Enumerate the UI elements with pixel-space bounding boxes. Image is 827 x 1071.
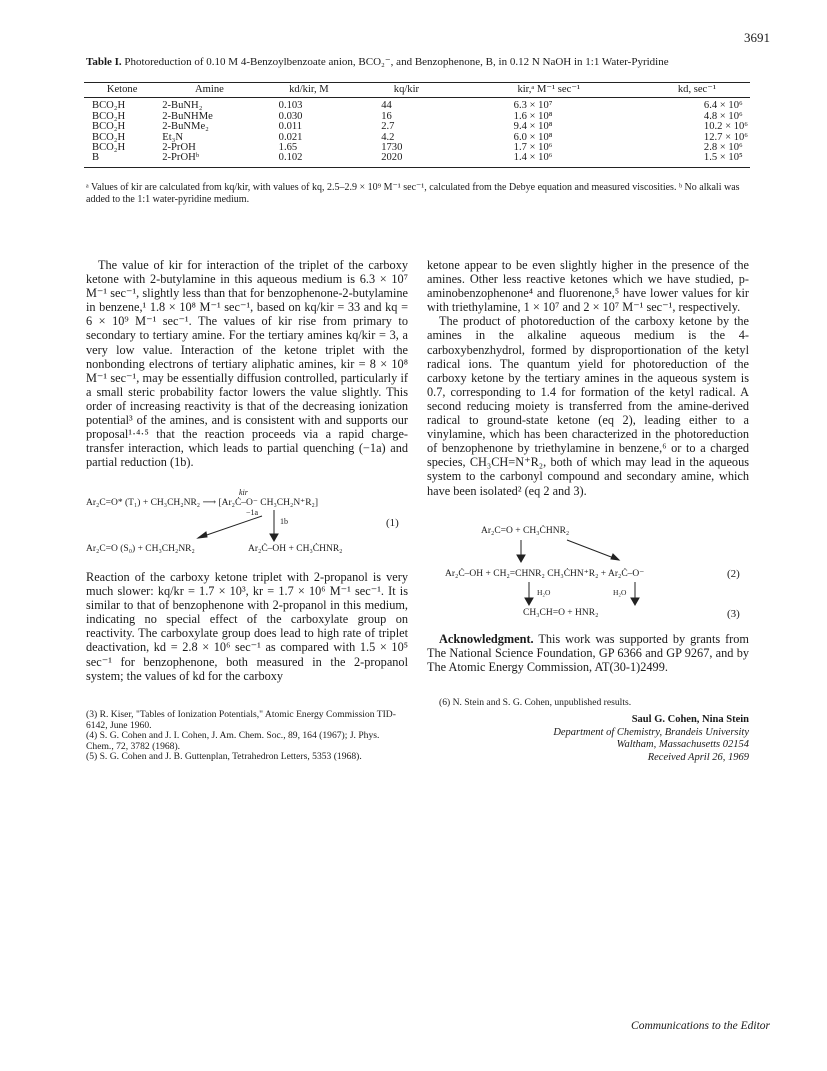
- equation-1: [86, 488, 408, 560]
- cell-kd: 4.8 × 10⁶: [703, 110, 743, 122]
- table-footnote-a: ᵃ Values of kir are calculated from kq/kir, with values of kq, 2.5–2.9 × 10⁹ M⁻¹ sec⁻¹, calculated from the Debye equation and measured viscosities.: [86, 182, 677, 193]
- left-column-cont: [86, 570, 408, 683]
- cell-amine: 2-PrOH: [162, 142, 196, 154]
- header-amine: Amine: [160, 83, 258, 98]
- table-row: [84, 122, 750, 132]
- cell-kd: 1.5 × 10⁵: [644, 153, 750, 167]
- cell-ketone: BCO₂H: [92, 121, 126, 133]
- cell-amine: 2-BuNH₂: [162, 100, 203, 112]
- table-caption-label: Table I.: [86, 56, 122, 68]
- cell-amine: Et₃N: [162, 131, 183, 143]
- eq3-h2o-left: H₂O: [537, 588, 551, 597]
- footnote-5: (5) S. G. Cohen and J. B. Guttenplan, Tetrahedron Letters, 5353 (1968).: [86, 751, 362, 763]
- header-kd: kd, sec⁻¹: [644, 83, 750, 98]
- header-kir: kir,ᵃ M⁻¹ sec⁻¹: [454, 83, 644, 98]
- table-header-row: [84, 83, 750, 98]
- cell-kq-kir: 16: [381, 110, 392, 122]
- body-paragraph: The value of kir for interaction of the triplet of the carboxy ketone with 2-butylamine in this aqueous medium is 6.3 × 10⁷ M⁻¹ sec⁻¹, slightly less than that for benzophenone-2-butylamine in benzene,¹ 1.8 × 10⁸ M⁻¹ sec⁻¹, based on kq/kir = 33 and kq = 6 × 10⁹ M⁻¹ sec⁻¹. The values of kir rise from primary to secondary to tertiary amine. For the tertiary amines kq/kir = 3, a very low value. Interaction of the ketone triplet with the nonbonding electrons of tertiary aliphatic amines, kir = 8 × 10⁸ M⁻¹ sec⁻¹, may be essentially diffusion controlled, particularly if a small steric probability factor lowers the value slightly. This order of increasing reactivity is that of the decreasing ionization potential³ of the amines, and is consistent with and supports our proposal¹·⁴·⁵ that the reaction proceeds via a rapid charge-transfer interaction, which leads to partial quenching (−1a) and partial reduction (1b).: [86, 258, 408, 470]
- cell-amine: 2-BuNHMe: [162, 110, 213, 122]
- authors: Saul G. Cohen, Nina Stein: [631, 714, 749, 725]
- cell-ketone: BCO₂H: [92, 131, 126, 143]
- left-footnotes: [86, 710, 408, 763]
- affiliation-dept: Department of Chemistry, Brandeis University: [553, 726, 749, 738]
- cell-kd: 10.2 × 10⁶: [703, 121, 748, 133]
- eq2-middle-line: Ar₂Ċ–OH + CH₂=CHNR₂ CH₃ĊHN⁺R₂ + Ar₂Ċ–O⁻: [445, 569, 645, 579]
- author-block: [427, 714, 749, 764]
- body-paragraph: Reaction of the carboxy ketone triplet with 2-propanol is very much slower: kq/kr = 1.7 × 10³, kr = 1.7 × 10⁶ M⁻¹ sec⁻¹. It is similar to that of benzophenone with 2-propanol in this medium, indicating no special effect of the carboxylate group on reactivity. The carboxylate group does lead to high rate of triplet deactivation, kd = 2.8 × 10⁶ sec⁻¹ as compared with 1.5 × 10⁵ sec⁻¹ for benzophenone, both measured in the 2-propanol system; the values of kd for the carboxy: [86, 570, 408, 683]
- acknowledgment: [427, 632, 749, 674]
- footnote-4: (4) S. G. Cohen and J. I. Cohen, J. Am. Chem. Soc., 89, 164 (1967); J. Phys. Chem., 72, 3782 (1968).: [86, 730, 380, 752]
- cell-kd: 12.7 × 10⁶: [703, 131, 748, 143]
- eq3-number: (3): [727, 608, 740, 620]
- cell-amine: 2-PrOHᵇ: [160, 153, 258, 167]
- table-footnote-b: ᵇ No alkali was added to the 1:1 water-pyridine medium.: [86, 182, 740, 205]
- eq1-top-line: Ar₂C=O* (T₁) + CH₃CH₂NR₂ ⟶ [Ar₂Ċ–O⁻ CH₃CH₂N⁺R₂]: [86, 498, 319, 508]
- header-kq-kir: kq/kir: [359, 83, 453, 98]
- cell-kq-kir: 2.7: [381, 121, 395, 133]
- cell-kd-kir: 0.103: [278, 100, 303, 112]
- affiliation-city: Waltham, Massachusetts 02154: [616, 739, 749, 750]
- eq1-rate-label: kir: [239, 488, 248, 497]
- cell-ketone: BCO₂H: [92, 110, 126, 122]
- ack-text: This work was supported by grants from The National Science Foundation, GP 6366 and GP 9267, and by The Atomic Energy Commission, AT(30-1)2499.: [427, 632, 749, 675]
- body-paragraph: ketone appear to be even slightly higher in the presence of the amines. Other less reactive ketones which we have studied, p-aminobenzophenone⁴ and fluorenone,⁵ have lower values for kir with triethylamine, 1 × 10⁷ and 2 × 10⁷ M⁻¹ sec⁻¹, respectively.: [427, 258, 749, 315]
- eq2-number: (2): [727, 568, 740, 580]
- left-column: [86, 258, 408, 469]
- cell-kir: 6.3 × 10⁷: [513, 100, 553, 112]
- eq1-bottom-left: Ar₂C=O (S₀) + CH₃CH₂NR₂: [86, 544, 195, 554]
- cell-kir: 9.4 × 10⁸: [513, 121, 553, 133]
- header-kd-kir: kd/kir, M: [259, 83, 360, 98]
- cell-ketone: B: [84, 153, 160, 167]
- right-column: [427, 258, 749, 498]
- cell-kir: 1.7 × 10⁶: [513, 142, 553, 154]
- table-footnotes: [86, 182, 752, 205]
- cell-kd-kir: 0.102: [259, 153, 360, 167]
- header-ketone: Ketone: [84, 83, 160, 98]
- table-row: [84, 98, 750, 112]
- eq3-h2o-right: H₂O: [613, 588, 627, 597]
- cell-kd: 2.8 × 10⁶: [703, 142, 743, 154]
- cell-kq-kir: 2020: [359, 153, 453, 167]
- table-row: [84, 153, 750, 167]
- cell-kq-kir: 1730: [381, 142, 403, 154]
- eq1-label-1a: −1a: [246, 508, 259, 517]
- cell-kir: 1.4 × 10⁶: [454, 153, 644, 167]
- page-number: 3691: [744, 30, 770, 45]
- cell-amine: 2-BuNMe₂: [162, 121, 209, 133]
- cell-kq-kir: 44: [381, 100, 392, 112]
- eq2-top-line: Ar₂C=O + CH₃ĊHNR₂: [481, 526, 570, 536]
- data-table: [84, 82, 750, 168]
- ack-label: Acknowledgment.: [439, 632, 534, 646]
- table-caption-text: Photoreduction of 0.10 M 4-Benzoylbenzoate anion, BCO₂⁻, and Benzophenone, B, in 0.12 N NaOH in 1:1 Water-Pyridine: [124, 56, 669, 68]
- journal-footer: Communications to the Editor: [631, 1020, 770, 1032]
- cell-kir: 6.0 × 10⁸: [513, 131, 553, 143]
- cell-kd-kir: 0.021: [278, 131, 303, 143]
- eq1-bottom-right: Ar₂Ċ–OH + CH₃ĊHNR₂: [248, 544, 343, 554]
- body-paragraph: The product of photoreduction of the carboxy ketone by the amines in the alkaline aqueous medium is the 4-carboxybenzhydrol, formed by disproportionation of the ketyl radical ions. The quantum yield for photoreduction of the carboxy ketone by the tertiary amines in the aqueous system is 0.7, corresponding to 1.4 for formation of the ketyl radical. A second reducing moiety is transferred from the amine-derived radical to ground-state ketone (eq 2), leading either to a vinylamine, which has been characterized in the photoreduction of benzophenone by triethylamine in benzene,⁶ or to a charged species, CH₃CH=N⁺R₂, both of which may lead in the aqueous system to the carbonyl compound and secondary amine, which have been isolated² (eq 2 and 3).: [427, 314, 749, 498]
- cell-ketone: BCO₂H: [92, 142, 126, 154]
- footnote-3: (3) R. Kiser, "Tables of Ionization Potentials," Atomic Energy Commission TID-6142, June 1960.: [86, 709, 396, 731]
- cell-kd-kir: 0.030: [278, 110, 303, 122]
- table-caption: [86, 56, 746, 69]
- received-date: Received April 26, 1969: [647, 751, 749, 763]
- footnote-6: (6) N. Stein and S. G. Cohen, unpublished results.: [439, 697, 632, 708]
- eq3-bottom-line: CH₃CH=O + HNR₂: [523, 608, 599, 618]
- eq1-number: (1): [386, 517, 399, 529]
- cell-kir: 1.6 × 10⁸: [513, 110, 553, 122]
- cell-kd: 6.4 × 10⁶: [703, 100, 743, 112]
- cell-ketone: BCO₂H: [92, 100, 126, 112]
- equation-2-3: [427, 526, 749, 626]
- cell-kd-kir: 0.011: [278, 121, 303, 133]
- eq1-label-1b: 1b: [280, 517, 288, 526]
- cell-kq-kir: 4.2: [381, 131, 395, 143]
- cell-kd-kir: 1.65: [278, 142, 298, 154]
